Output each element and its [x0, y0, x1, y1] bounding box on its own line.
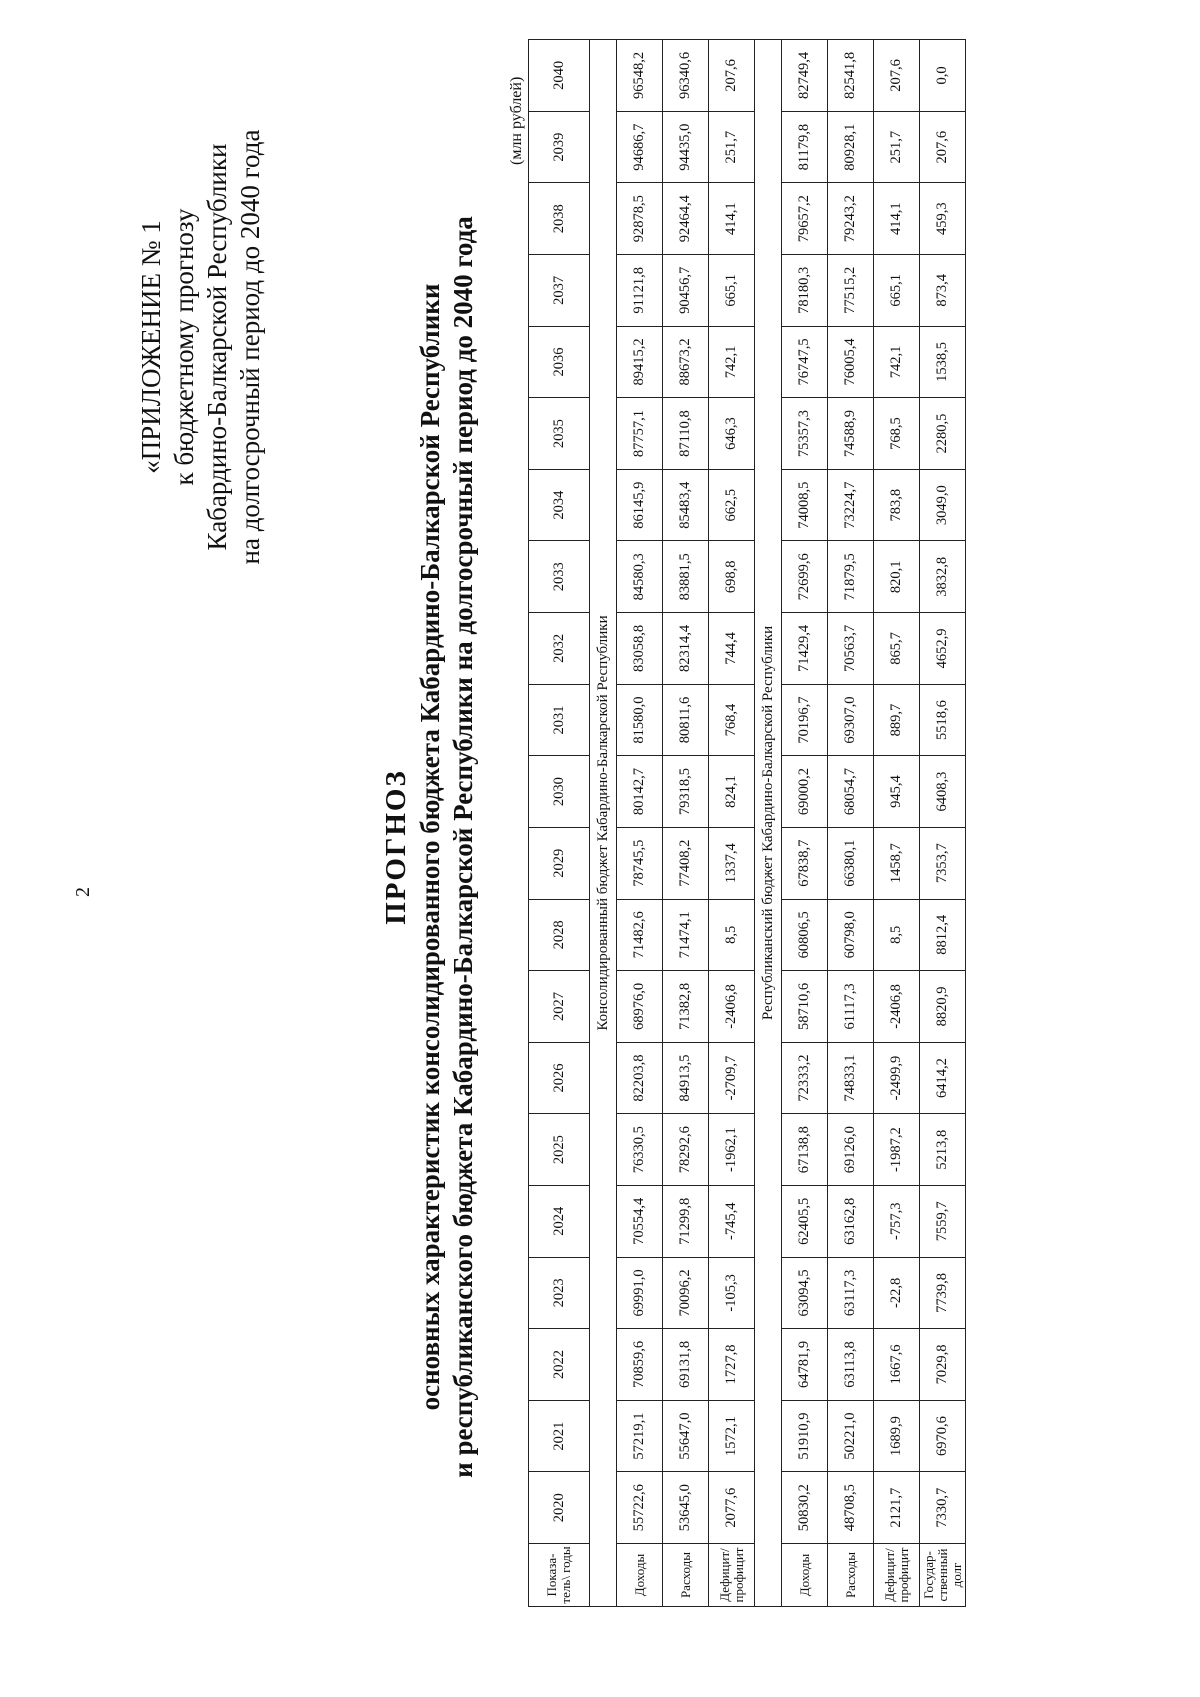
value-cell: 665,1	[709, 255, 755, 327]
value-cell: 251,7	[874, 111, 920, 183]
value-cell: 81179,8	[782, 111, 828, 183]
value-cell: 78292,6	[663, 1114, 709, 1186]
annex-line-3: Кабардино-Балкарской Республики	[202, 143, 232, 551]
value-cell: 87757,1	[617, 398, 663, 470]
value-cell: 2121,7	[874, 1472, 920, 1544]
year-header-cell: 2022	[529, 1329, 590, 1401]
year-header-cell: 2036	[529, 326, 590, 398]
value-cell: 70554,4	[617, 1185, 663, 1257]
value-cell: 69000,2	[782, 756, 828, 828]
value-cell: 7559,7	[920, 1185, 966, 1257]
row-label-cell: Расходы	[663, 1544, 709, 1607]
value-cell: 1667,6	[874, 1329, 920, 1401]
value-cell: 207,6	[709, 40, 755, 112]
value-cell: 783,8	[874, 469, 920, 541]
value-cell: 96548,2	[617, 40, 663, 112]
header-label-cell: Показа-тель\ годы	[529, 1544, 590, 1607]
value-cell: 80142,7	[617, 756, 663, 828]
value-cell: 2077,6	[709, 1472, 755, 1544]
section-title-row	[590, 40, 617, 1607]
value-cell: 63117,3	[828, 1257, 874, 1329]
value-cell: 251,7	[709, 111, 755, 183]
value-cell: 63113,8	[828, 1329, 874, 1401]
value-cell: 768,4	[709, 684, 755, 756]
value-cell: 8812,4	[920, 899, 966, 971]
value-cell: 61117,3	[828, 971, 874, 1043]
table-row	[617, 40, 663, 1607]
value-cell: 459,3	[920, 183, 966, 255]
value-cell: 84580,3	[617, 541, 663, 613]
value-cell: 78180,3	[782, 255, 828, 327]
value-cell: 6414,2	[920, 1042, 966, 1114]
value-cell: 51910,9	[782, 1400, 828, 1472]
table-row	[920, 40, 966, 1607]
value-cell: -105,3	[709, 1257, 755, 1329]
value-cell: 742,1	[874, 326, 920, 398]
value-cell: 414,1	[709, 183, 755, 255]
value-cell: 85483,4	[663, 469, 709, 541]
value-cell: 5518,6	[920, 684, 966, 756]
year-header-cell: 2035	[529, 398, 590, 470]
value-cell: 72333,2	[782, 1042, 828, 1114]
value-cell: 2280,5	[920, 398, 966, 470]
value-cell: 70859,6	[617, 1329, 663, 1401]
value-cell: 87110,8	[663, 398, 709, 470]
forecast-table	[528, 39, 966, 1607]
value-cell: 96340,6	[663, 40, 709, 112]
value-cell: 82203,8	[617, 1042, 663, 1114]
year-header-cell: 2021	[529, 1400, 590, 1472]
value-cell: 744,4	[709, 613, 755, 685]
value-cell: 71879,5	[828, 541, 874, 613]
units-note: (млн рублей)	[508, 76, 525, 165]
value-cell: 74008,5	[782, 469, 828, 541]
year-header-cell: 2028	[529, 899, 590, 971]
value-cell: 82314,4	[663, 613, 709, 685]
value-cell: 60798,0	[828, 899, 874, 971]
value-cell: 55647,0	[663, 1400, 709, 1472]
value-cell: 68054,7	[828, 756, 874, 828]
value-cell: 79657,2	[782, 183, 828, 255]
table-row	[828, 40, 874, 1607]
value-cell: -2406,8	[874, 971, 920, 1043]
section-title-cell: Консолидированный бюджет Кабардино-Балкарской Республики	[590, 40, 617, 1607]
value-cell: 69126,0	[828, 1114, 874, 1186]
value-cell: 8820,9	[920, 971, 966, 1043]
value-cell: 91121,8	[617, 255, 663, 327]
value-cell: 76005,4	[828, 326, 874, 398]
table-row	[874, 40, 920, 1607]
value-cell: 3049,0	[920, 469, 966, 541]
value-cell: 0,0	[920, 40, 966, 112]
value-cell: 865,7	[874, 613, 920, 685]
value-cell: 6970,6	[920, 1400, 966, 1472]
value-cell: 71474,1	[663, 899, 709, 971]
year-header-cell: 2034	[529, 469, 590, 541]
value-cell: 83881,5	[663, 541, 709, 613]
value-cell: 79318,5	[663, 756, 709, 828]
value-cell: 70096,2	[663, 1257, 709, 1329]
value-cell: 82541,8	[828, 40, 874, 112]
value-cell: 4652,9	[920, 613, 966, 685]
value-cell: 71482,6	[617, 899, 663, 971]
value-cell: 81580,0	[617, 684, 663, 756]
year-header-cell: 2025	[529, 1114, 590, 1186]
value-cell: 92464,4	[663, 183, 709, 255]
year-header-cell: 2027	[529, 971, 590, 1043]
year-header-cell: 2038	[529, 183, 590, 255]
value-cell: 3832,8	[920, 541, 966, 613]
value-cell: 55722,6	[617, 1472, 663, 1544]
annex-line-1: «ПРИЛОЖЕНИЕ № 1	[136, 220, 166, 474]
value-cell: 69307,0	[828, 684, 874, 756]
value-cell: 76330,5	[617, 1114, 663, 1186]
value-cell: 71382,8	[663, 971, 709, 1043]
value-cell: 83058,8	[617, 613, 663, 685]
value-cell: -22,8	[874, 1257, 920, 1329]
value-cell: 1458,7	[874, 827, 920, 899]
row-label-cell: Дефицит/ профицит	[874, 1544, 920, 1607]
value-cell: 58710,6	[782, 971, 828, 1043]
table-header-row	[529, 40, 590, 1607]
value-cell: 63162,8	[828, 1185, 874, 1257]
value-cell: 67838,7	[782, 827, 828, 899]
value-cell: 207,6	[874, 40, 920, 112]
value-cell: 94435,0	[663, 111, 709, 183]
row-label-cell: Расходы	[828, 1544, 874, 1607]
table-row	[782, 40, 828, 1607]
value-cell: 86145,9	[617, 469, 663, 541]
year-header-cell: 2040	[529, 40, 590, 112]
year-header-cell: 2033	[529, 541, 590, 613]
value-cell: -757,3	[874, 1185, 920, 1257]
value-cell: -1987,2	[874, 1114, 920, 1186]
value-cell: 77408,2	[663, 827, 709, 899]
value-cell: 63094,5	[782, 1257, 828, 1329]
value-cell: 82749,4	[782, 40, 828, 112]
value-cell: 414,1	[874, 183, 920, 255]
value-cell: 1572,1	[709, 1400, 755, 1472]
value-cell: 1689,9	[874, 1400, 920, 1472]
value-cell: 67138,8	[782, 1114, 828, 1186]
value-cell: 824,1	[709, 756, 755, 828]
annex-block	[135, 97, 267, 597]
value-cell: 945,4	[874, 756, 920, 828]
year-header-cell: 2030	[529, 756, 590, 828]
value-cell: -2406,8	[709, 971, 755, 1043]
value-cell: 92878,5	[617, 183, 663, 255]
value-cell: 6408,3	[920, 756, 966, 828]
value-cell: 62405,5	[782, 1185, 828, 1257]
value-cell: 74588,9	[828, 398, 874, 470]
year-header-cell: 2029	[529, 827, 590, 899]
value-cell: 48708,5	[828, 1472, 874, 1544]
value-cell: 665,1	[874, 255, 920, 327]
title-line-1: основных характеристик консолидированного бюджета Кабардино-Балкарской Республики	[415, 283, 445, 1411]
value-cell: 75357,3	[782, 398, 828, 470]
year-header-cell: 2037	[529, 255, 590, 327]
value-cell: -745,4	[709, 1185, 755, 1257]
value-cell: 69131,8	[663, 1329, 709, 1401]
value-cell: 70196,7	[782, 684, 828, 756]
value-cell: 60806,5	[782, 899, 828, 971]
table-row	[709, 40, 755, 1607]
value-cell: 72699,6	[782, 541, 828, 613]
value-cell: 64781,9	[782, 1329, 828, 1401]
value-cell: -1962,1	[709, 1114, 755, 1186]
section-title-row	[755, 40, 782, 1607]
value-cell: 80928,1	[828, 111, 874, 183]
value-cell: 1337,4	[709, 827, 755, 899]
value-cell: 5213,8	[920, 1114, 966, 1186]
value-cell: 768,5	[874, 398, 920, 470]
value-cell: 76747,5	[782, 326, 828, 398]
annex-line-4: на долгосрочный период до 2040 года	[235, 129, 265, 565]
value-cell: 89415,2	[617, 326, 663, 398]
value-cell: 7739,8	[920, 1257, 966, 1329]
value-cell: 662,5	[709, 469, 755, 541]
year-header-cell: 2020	[529, 1472, 590, 1544]
page-number: 2	[72, 887, 94, 897]
value-cell: -2499,9	[874, 1042, 920, 1114]
value-cell: 50221,0	[828, 1400, 874, 1472]
year-header-cell: 2023	[529, 1257, 590, 1329]
value-cell: 207,6	[920, 111, 966, 183]
value-cell: 7029,8	[920, 1329, 966, 1401]
title-line-2: и республиканского бюджета Кабардино-Балкарской Республики на долгосрочный период до 2040 года	[448, 216, 478, 1478]
value-cell: 820,1	[874, 541, 920, 613]
value-cell: 71429,4	[782, 613, 828, 685]
value-cell: 78745,5	[617, 827, 663, 899]
forecast-table-body	[529, 40, 966, 1607]
row-label-cell: Дефицит/ профицит	[709, 1544, 755, 1607]
value-cell: 90456,7	[663, 255, 709, 327]
value-cell: 74833,1	[828, 1042, 874, 1114]
value-cell: 742,1	[709, 326, 755, 398]
value-cell: 70563,7	[828, 613, 874, 685]
value-cell: -2709,7	[709, 1042, 755, 1114]
value-cell: 57219,1	[617, 1400, 663, 1472]
year-header-cell: 2024	[529, 1185, 590, 1257]
row-label-cell: Доходы	[617, 1544, 663, 1607]
annex-line-2: к бюджетному прогнозу	[169, 208, 199, 486]
value-cell: 873,4	[920, 255, 966, 327]
row-label-cell: Государ-ственный долг	[920, 1544, 966, 1607]
value-cell: 1538,5	[920, 326, 966, 398]
value-cell: 68976,0	[617, 971, 663, 1043]
value-cell: 1727,8	[709, 1329, 755, 1401]
value-cell: 80811,6	[663, 684, 709, 756]
value-cell: 88673,2	[663, 326, 709, 398]
value-cell: 79243,2	[828, 183, 874, 255]
value-cell: 77515,2	[828, 255, 874, 327]
value-cell: 698,8	[709, 541, 755, 613]
value-cell: 71299,8	[663, 1185, 709, 1257]
value-cell: 7353,7	[920, 827, 966, 899]
value-cell: 646,3	[709, 398, 755, 470]
value-cell: 889,7	[874, 684, 920, 756]
year-header-cell: 2031	[529, 684, 590, 756]
value-cell: 8,5	[709, 899, 755, 971]
value-cell: 94686,7	[617, 111, 663, 183]
document-title	[378, 117, 480, 1577]
year-header-cell: 2026	[529, 1042, 590, 1114]
value-cell: 69991,0	[617, 1257, 663, 1329]
year-header-cell: 2039	[529, 111, 590, 183]
value-cell: 84913,5	[663, 1042, 709, 1114]
row-label-cell: Доходы	[782, 1544, 828, 1607]
year-header-cell: 2032	[529, 613, 590, 685]
value-cell: 66380,1	[828, 827, 874, 899]
section-title-cell: Республиканский бюджет Кабардино-Балкарской Республики	[755, 40, 782, 1607]
title-main: ПРОГНОЗ	[380, 769, 412, 925]
value-cell: 73224,7	[828, 469, 874, 541]
value-cell: 7330,7	[920, 1472, 966, 1544]
value-cell: 53645,0	[663, 1472, 709, 1544]
value-cell: 50830,2	[782, 1472, 828, 1544]
value-cell: 8,5	[874, 899, 920, 971]
table-row	[663, 40, 709, 1607]
